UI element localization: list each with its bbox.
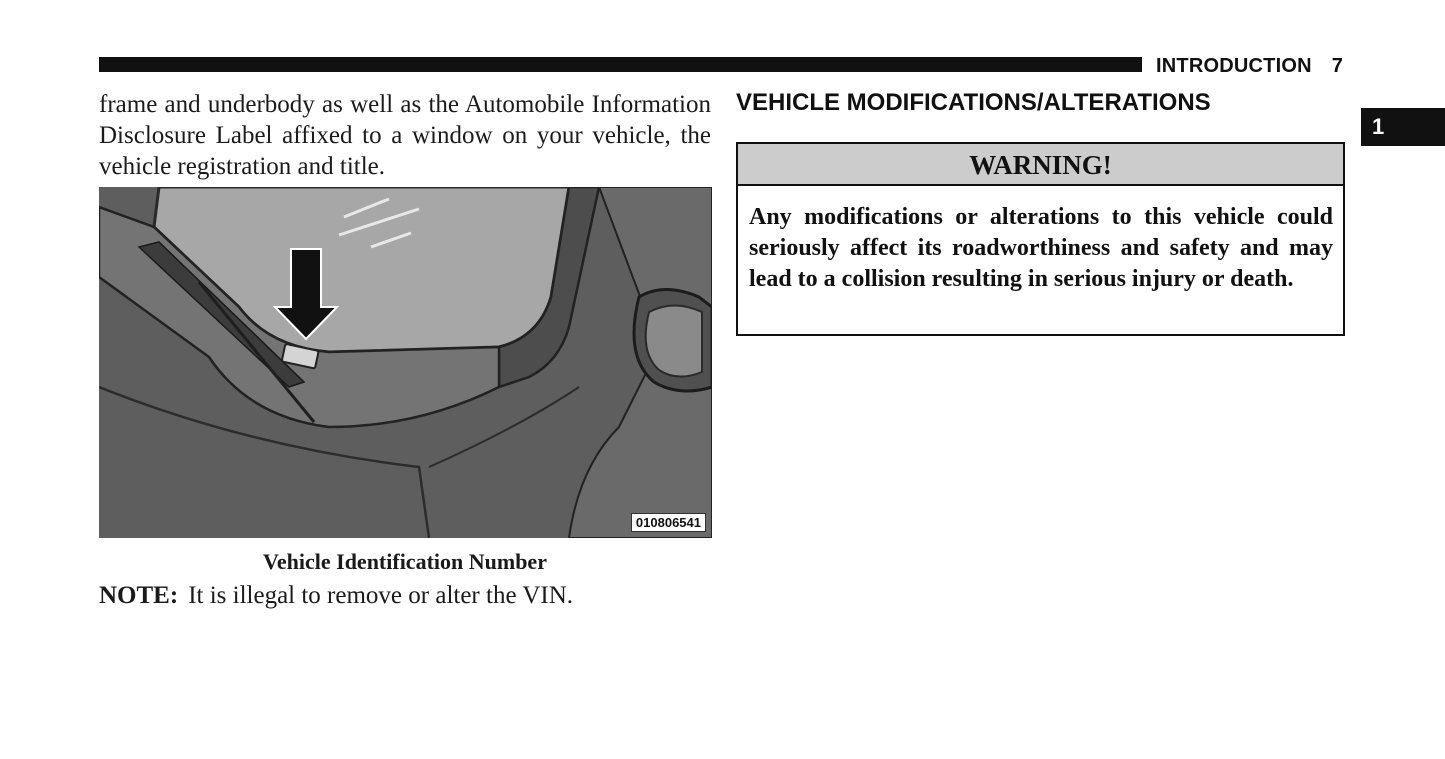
header-rule (99, 57, 1142, 72)
windshield-drawing (99, 187, 712, 538)
warning-box (736, 142, 1345, 336)
note-text: It is illegal to remove or alter the VIN. (188, 582, 574, 609)
figure-code: 010806541 (631, 513, 706, 532)
chapter-tab: 1 (1361, 108, 1445, 146)
page-number: 7 (1331, 54, 1343, 77)
figure-caption: Vehicle Identification Number (263, 549, 547, 574)
note-label: NOTE: (99, 582, 179, 609)
warning-text: Any modifications or alterations to this vehicle could seriously affect its roadworthiness and safety and may lead to a collision resulting in serious injury or death. (749, 204, 1333, 292)
running-header (1156, 54, 1343, 78)
left-column (99, 89, 711, 182)
section-heading: VEHICLE MODIFICATIONS/ALTERATIONS (736, 89, 1211, 116)
warning-title: WARNING! (738, 144, 1343, 186)
note-paragraph (99, 580, 573, 611)
body-paragraph: frame and underbody as well as the Automobile Information Disclosure Label affixed to a window on your vehicle, the vehicle registration and title. (99, 91, 711, 180)
vin-illustration (99, 187, 712, 538)
header-section-title: INTRODUCTION (1156, 54, 1312, 77)
